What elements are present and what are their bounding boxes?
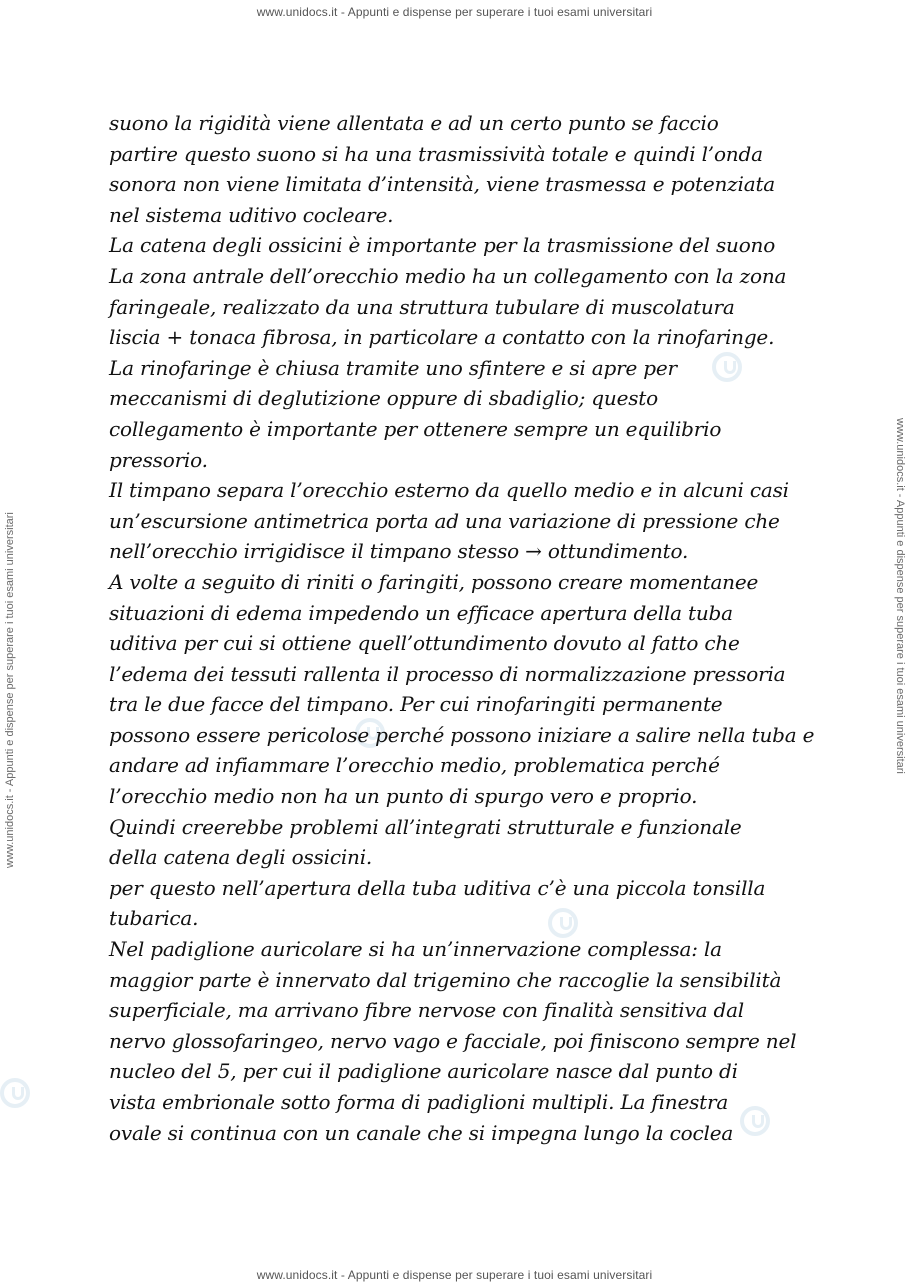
text-line: tubarica. [109, 906, 199, 931]
text-line: ovale si continua con un canale che si impegna lungo la coclea [109, 1120, 734, 1145]
unidocs-logo-icon [0, 1078, 30, 1108]
text-line: La catena degli ossicini è importante per la trasmissione del suono [109, 233, 776, 258]
text-line: nervo glossofaringeo, nervo vago e facciale, poi finiscono sempre nel [109, 1028, 797, 1053]
text-line: vista embrionale sotto forma di padiglioni multipli. La finestra [109, 1090, 729, 1114]
text-line: Nel padiglione auricolare si ha un’innervazione complessa: la [109, 937, 722, 962]
text-line: l’edema dei tessuti rallenta il processo di normalizzazione pressoria [109, 661, 786, 686]
text-line: La rinofaringe è chiusa tramite uno sfintere e si apre per [109, 355, 677, 380]
text-line: meccanismi di deglutizione oppure di sbadiglio; questo [109, 386, 658, 411]
text-line: situazioni di edema impedendo un efficace apertura della tuba [109, 600, 733, 625]
text-line: superficiale, ma arrivano fibre nervose con finalità sensitiva dal [109, 998, 745, 1023]
text-line: liscia + tonaca fibrosa, in particolare a contatto con la rinofaringe. [109, 325, 775, 350]
text-line: suono la rigidità viene allentata e ad un certo punto se faccio [109, 111, 719, 135]
watermark-header: www.unidocs.it - Appunti e dispense per superare i tuoi esami universitari [256, 5, 653, 19]
watermark-footer: www.unidocs.it - Appunti e dispense per superare i tuoi esami universitari [256, 1268, 653, 1282]
text-line: maggior parte è innervato dal trigemino che raccoglie la sensibilità [109, 967, 782, 992]
document-body [109, 108, 815, 1148]
text-line: faringeale, realizzato da una struttura tubulare di muscolatura [109, 294, 735, 319]
text-line: A volte a seguito di riniti o faringiti, possono creare momentanee [109, 569, 759, 594]
text-line: collegamento è importante per ottenere sempre un equilibrio [109, 416, 722, 441]
text-line: nell’orecchio irrigidisce il timpano stesso → ottundimento. [109, 539, 689, 564]
text-line: Quindi creerebbe problemi all’integrati strutturale e funzionale [109, 814, 742, 839]
watermark-right: www.unidocs.it - Appunti e dispense per superare i tuoi esami universitari [894, 418, 906, 774]
text-line: sonora non viene limitata d’intensità, viene trasmessa e potenziata [109, 172, 776, 197]
text-line: pressorio. [109, 447, 208, 472]
watermark-left: www.unidocs.it - Appunti e dispense per superare i tuoi esami universitari [4, 512, 16, 868]
text-line: nucleo del 5, per cui il padiglione auricolare nasce dal punto di [109, 1059, 738, 1084]
text-line: per questo nell’apertura della tuba uditiva c’è una piccola tonsilla [109, 875, 766, 900]
text-line: l’orecchio medio non ha un punto di spurgo vero e proprio. [109, 784, 698, 809]
text-line: della catena degli ossicini. [109, 845, 373, 870]
text-line: uditiva per cui si ottiene quell’ottundimento dovuto al fatto che [109, 631, 740, 656]
text-line: Il timpano separa l’orecchio esterno da quello medio e in alcuni casi [109, 478, 789, 503]
text-line: nel sistema uditivo cocleare. [109, 202, 394, 227]
text-line: andare ad infiammare l’orecchio medio, problematica perché [109, 753, 720, 778]
text-line: La zona antrale dell’orecchio medio ha un collegamento con la zona [109, 263, 787, 288]
text-line: possono essere pericolose perché possono iniziare a salire nella tuba e [109, 722, 815, 747]
text-line: partire questo suono si ha una trasmissività totale e quindi l’onda [109, 141, 763, 166]
text-line: tra le due facce del timpano. Per cui rinofaringiti permanente [109, 692, 723, 717]
text-line: un’escursione antimetrica porta ad una variazione di pressione che [109, 508, 780, 533]
